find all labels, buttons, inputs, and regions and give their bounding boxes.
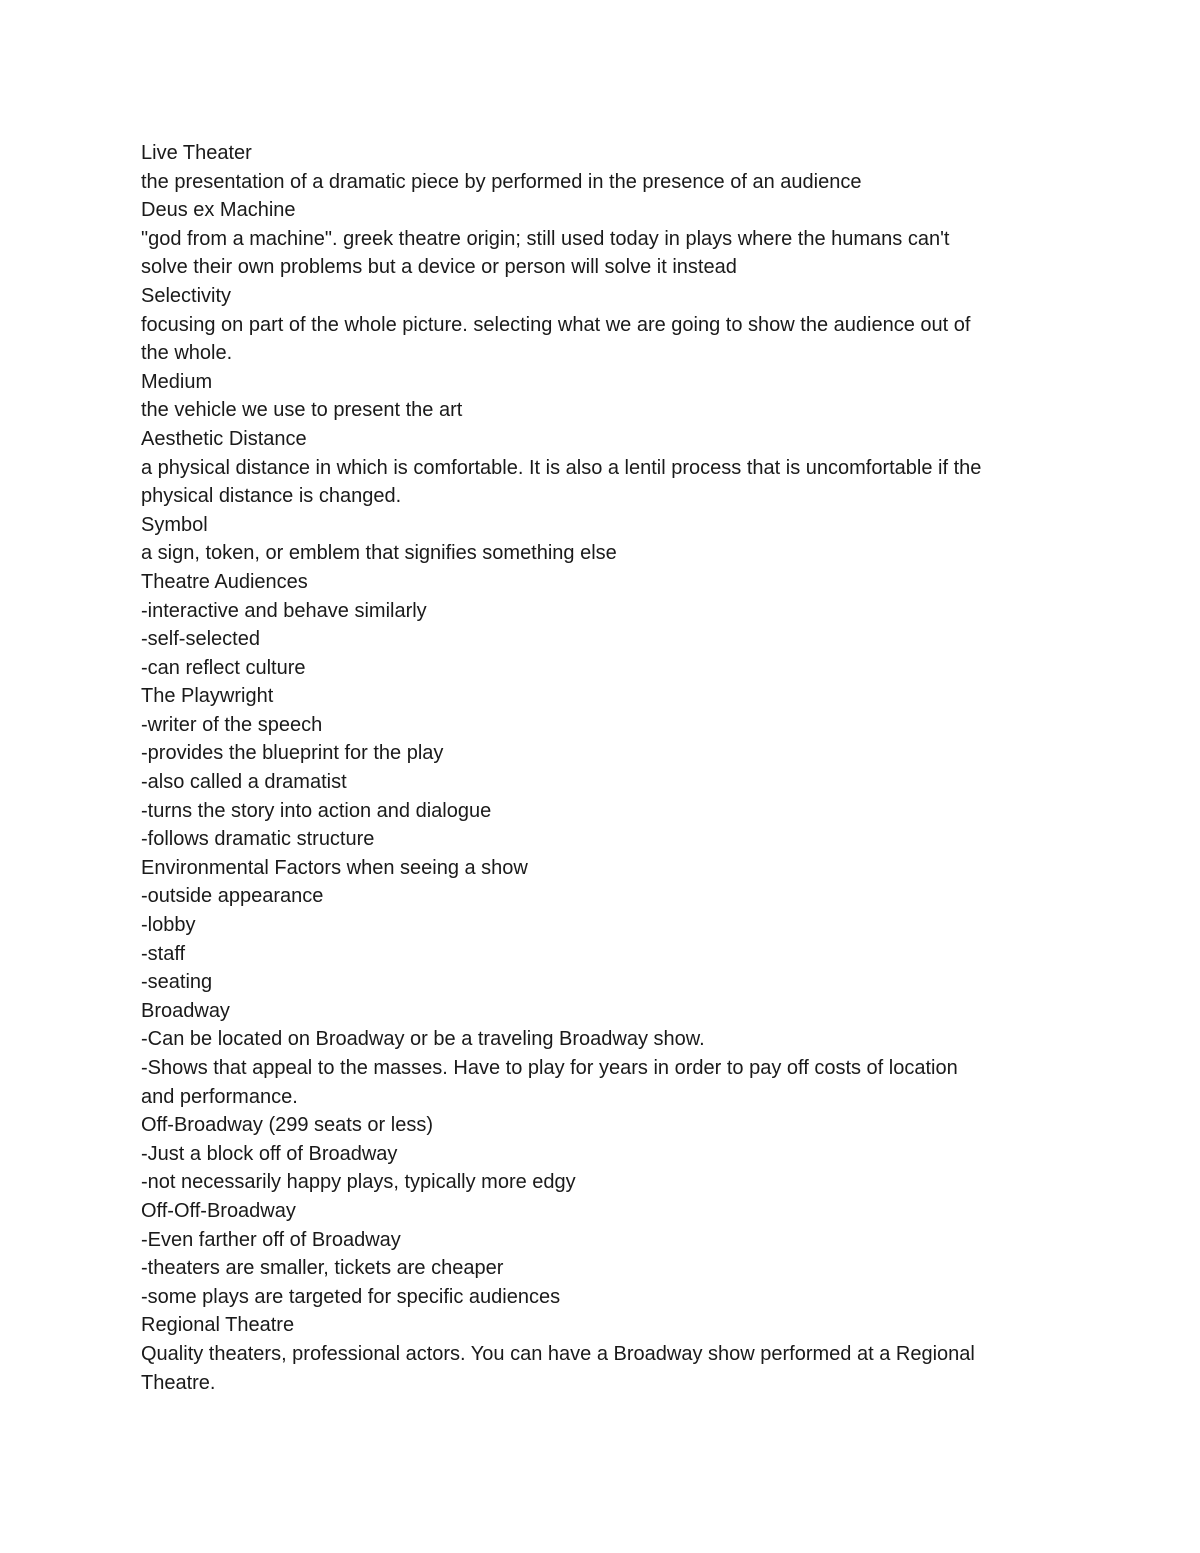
list-item: -Shows that appeal to the masses. Have to play for years in order to pay off costs of location xyxy=(141,1057,958,1079)
list-item: -interactive and behave similarly xyxy=(141,599,427,622)
definition-line: a sign, token, or emblem that signifies something else xyxy=(141,542,617,565)
definition-line: physical distance is changed. xyxy=(141,485,402,508)
definition-line: "god from a machine". greek theatre origin; still used today in plays where the humans can't xyxy=(141,227,950,250)
list-item: -seating xyxy=(141,971,213,994)
definition-line: Quality theaters, professional actors. You can have a Broadway show performed at a Regional xyxy=(141,1342,975,1365)
definition-line: the presentation of a dramatic piece by performed in the presence of an audience xyxy=(141,170,862,193)
term-selectivity: Selectivity xyxy=(141,284,232,307)
definition-line: a physical distance in which is comfortable. It is also a lentil process that is uncomfortable if the xyxy=(141,456,982,479)
list-item: -turns the story into action and dialogue xyxy=(141,799,492,822)
term-broadway: Broadway xyxy=(141,999,230,1022)
document-page xyxy=(141,139,1061,1397)
list-item: -follows dramatic structure xyxy=(141,828,375,851)
list-item: and performance. xyxy=(141,1085,298,1108)
list-item: -lobby xyxy=(141,914,196,937)
term-off-broadway: Off-Broadway (299 seats or less) xyxy=(141,1114,433,1137)
list-item: -can reflect culture xyxy=(141,656,306,679)
list-item: -theaters are smaller, tickets are cheaper xyxy=(141,1257,504,1280)
term-live-theater: Live Theater xyxy=(141,142,252,164)
definition-line: Theatre. xyxy=(141,1371,216,1394)
term-theatre-audiences: Theatre Audiences xyxy=(141,570,308,593)
list-item: -self-selected xyxy=(141,628,260,651)
list-item: -some plays are targeted for specific audiences xyxy=(141,1285,561,1308)
term-off-off-broadway: Off-Off-Broadway xyxy=(141,1199,296,1222)
list-item: -Can be located on Broadway or be a traveling Broadway show. xyxy=(141,1028,705,1051)
list-item: -staff xyxy=(141,942,186,965)
term-aesthetic-distance: Aesthetic Distance xyxy=(141,427,307,450)
term-environmental-factors: Environmental Factors when seeing a show xyxy=(141,856,528,879)
definition-line: solve their own problems but a device or person will solve it instead xyxy=(141,256,737,279)
list-item: -provides the blueprint for the play xyxy=(141,742,444,765)
term-deus-ex-machine: Deus ex Machine xyxy=(141,199,296,222)
list-item: -also called a dramatist xyxy=(141,771,347,794)
list-item: -Just a block off of Broadway xyxy=(141,1142,398,1165)
list-item: -writer of the speech xyxy=(141,713,323,736)
term-medium: Medium xyxy=(141,370,213,393)
list-item: -Even farther off of Broadway xyxy=(141,1228,401,1251)
term-regional-theatre: Regional Theatre xyxy=(141,1314,295,1337)
definition-line: the vehicle we use to present the art xyxy=(141,399,463,422)
list-item: -outside appearance xyxy=(141,885,324,908)
list-item: -not necessarily happy plays, typically more edgy xyxy=(141,1171,576,1194)
term-the-playwright: The Playwright xyxy=(141,685,274,708)
term-symbol: Symbol xyxy=(141,513,208,536)
definition-line: focusing on part of the whole picture. selecting what we are going to show the audience out of xyxy=(141,313,971,336)
definition-line: the whole. xyxy=(141,342,233,365)
